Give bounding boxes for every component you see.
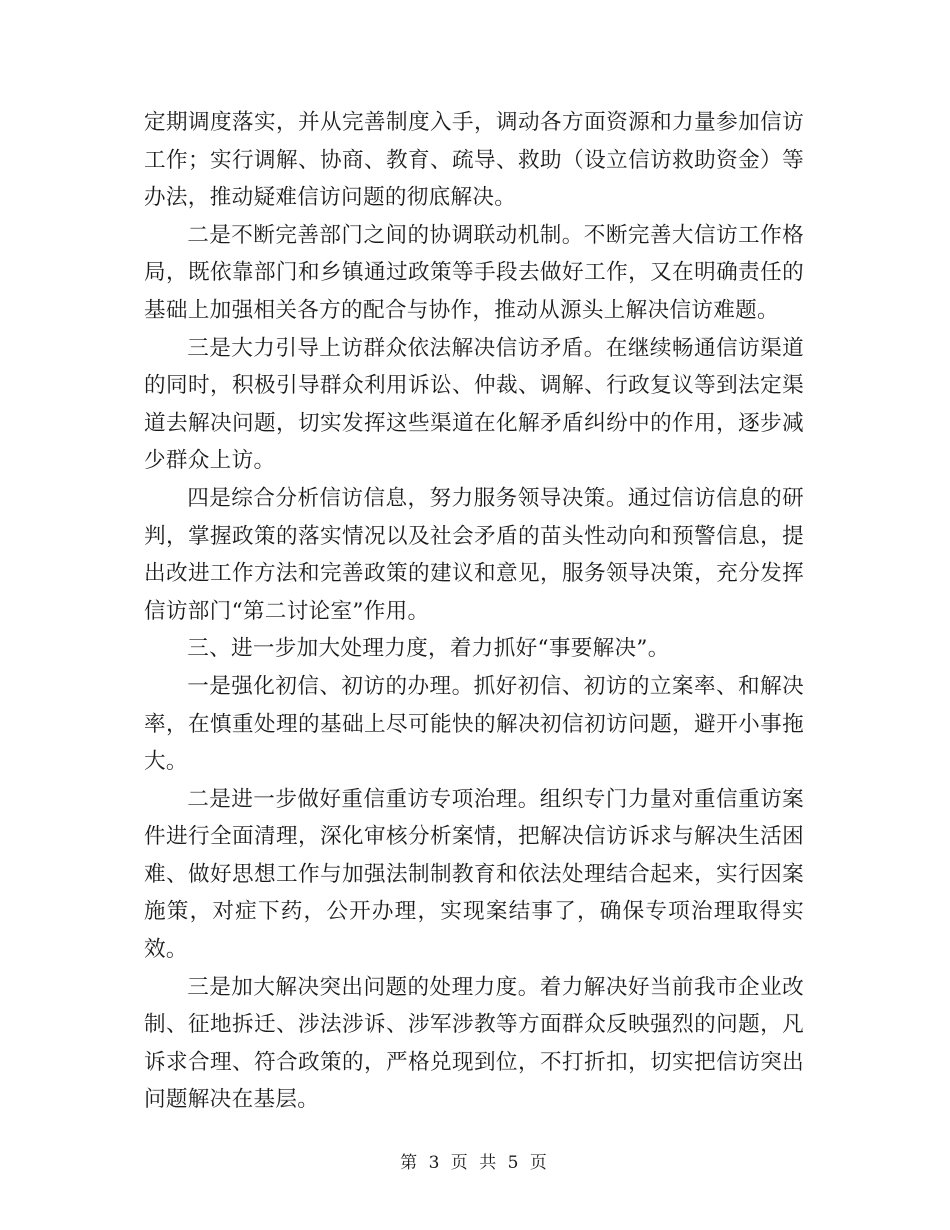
paragraph-1: 定期调度落实，并从完善制度入手，调动各方面资源和力量参加信访工作；实行调解、协商、教育、疏导、救助（设立信访救助资金）等办法，推动疑难信访问题的彻底解决。 xyxy=(144,110,804,211)
paragraph-5: 一是强化初信、初访的办理。抓好初信、初访的立案率、和解决率，在慎重处理的基础上尽可能快的解决初信初访问题，避开小事拖大。 xyxy=(144,673,804,775)
page-number-footer: 第 3 页 共 5 页 xyxy=(400,1153,550,1173)
paragraph-4: 四是综合分析信访信息，努力服务领导决策。通过信访信息的研判，掌握政策的落实情况以及社会矛盾的苗头性动向和预警信息，提出改进工作方法和完善政策的建议和意见，服务领导决策，充分发挥信访部门“第二讨论室”作用。 xyxy=(144,485,804,624)
paragraph-6: 二是进一步做好重信重访专项治理。组织专门力量对重信重访案件进行全面清理，深化审核分析案情，把解决信访诉求与解决生活困难、做好思想工作与加强法制制教育和依法处理结合起来，实行因案施策，对症下药，公开办理，实现案结事了，确保专项治理取得实效。 xyxy=(144,786,804,963)
document-body xyxy=(144,104,804,1119)
paragraph-3: 三是大力引导上访群众依法解决信访矛盾。在继续畅通信访渠道的同时，积极引导群众利用诉讼、仲裁、调解、行政复议等到法定渠道去解决问题，切实发挥这些渠道在化解矛盾纠纷中的作用，逐步减少群众上访。 xyxy=(144,335,804,474)
paragraph-2: 二是不断完善部门之间的协调联动机制。不断完善大信访工作格局，既依靠部门和乡镇通过政策等手段去做好工作，又在明确责任的基础上加强相关各方的配合与协作，推动从源头上解决信访难题。 xyxy=(144,222,804,323)
paragraph-7: 三是加大解决突出问题的处理力度。着力解决好当前我市企业改制、征地拆迁、涉法涉诉、涉军涉教等方面群众反映强烈的问题，凡诉求合理、符合政策的，严格兑现到位，不打折扣，切实把信访突出问题解决在基层。 xyxy=(144,974,804,1113)
section-heading: 三、进一步加大处理力度，着力抓好“事要解决”。 xyxy=(187,636,670,662)
